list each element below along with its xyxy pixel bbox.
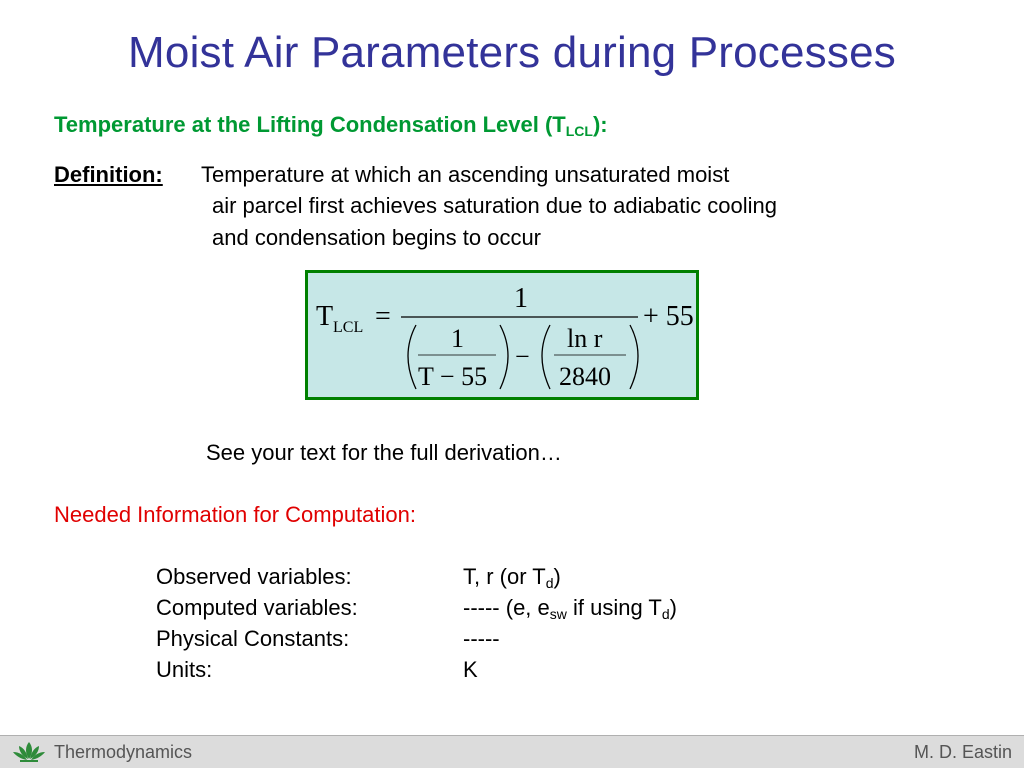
computed-variables-value (463, 595, 677, 622)
formula-frac2-denominator: 2840 (559, 362, 611, 391)
formula-left-paren-1 (408, 325, 416, 389)
subtitle-suffix: ): (592, 112, 608, 137)
subtitle-subscript: LCL (565, 123, 593, 139)
physical-constants-value: ----- (463, 626, 500, 651)
computed-value-text: ----- (e, e (463, 595, 550, 620)
formula-box (305, 270, 699, 400)
footer-author: M. D. Eastin (913, 742, 1012, 762)
observed-variables-label: Observed variables: (156, 564, 352, 589)
formula-equation (308, 273, 702, 403)
computed-value-subscript-1: sw (549, 606, 567, 622)
footer-course-name: Thermodynamics (54, 742, 193, 762)
units-value: K (463, 657, 478, 682)
observed-value-text: T, r (or T (463, 564, 546, 589)
needed-info-heading: Needed Information for Computation: (54, 502, 416, 527)
computed-value-subscript-2: d (661, 606, 670, 622)
physical-constants-label: Physical Constants: (156, 626, 350, 651)
observed-variables-value (463, 564, 561, 591)
observed-value-subscript: d (545, 575, 554, 591)
formula-right-paren-2 (630, 325, 638, 389)
derivation-note: See your text for the full derivation… (206, 440, 562, 465)
formula-frac1-denominator: T − 55 (418, 362, 488, 391)
computed-variables-label: Computed variables: (156, 595, 358, 620)
units-label: Units: (156, 657, 213, 682)
lotus-logo-icon (12, 741, 46, 768)
definition-label: Definition: (54, 162, 163, 187)
slide-footer (0, 735, 1024, 768)
formula-left-paren-2 (542, 325, 550, 389)
observed-value-suffix: ) (553, 564, 561, 589)
formula-right-paren-1 (500, 325, 508, 389)
formula-frac1-numerator: 1 (451, 324, 464, 353)
formula-minus: − (515, 342, 530, 371)
formula-frac2-numerator: ln r (567, 324, 603, 353)
section-subtitle (54, 112, 608, 139)
formula-equals: = (375, 301, 391, 332)
computed-value-suffix: ) (669, 595, 677, 620)
subtitle-text: Temperature at the Lifting Condensation Level (T (54, 112, 566, 137)
formula-numerator: 1 (514, 283, 528, 314)
formula-tail: + 55 (643, 301, 694, 332)
definition-line-3: and condensation begins to occur (212, 225, 542, 250)
slide-title: Moist Air Parameters during Processes (128, 28, 896, 77)
formula-lhs: T (316, 301, 334, 332)
definition-line-1: Temperature at which an ascending unsaturated moist (201, 162, 730, 187)
formula-lhs-subscript: LCL (333, 319, 364, 336)
computed-value-mid: if using T (566, 595, 662, 620)
definition-line-2: air parcel first achieves saturation due to adiabatic cooling (212, 193, 777, 218)
